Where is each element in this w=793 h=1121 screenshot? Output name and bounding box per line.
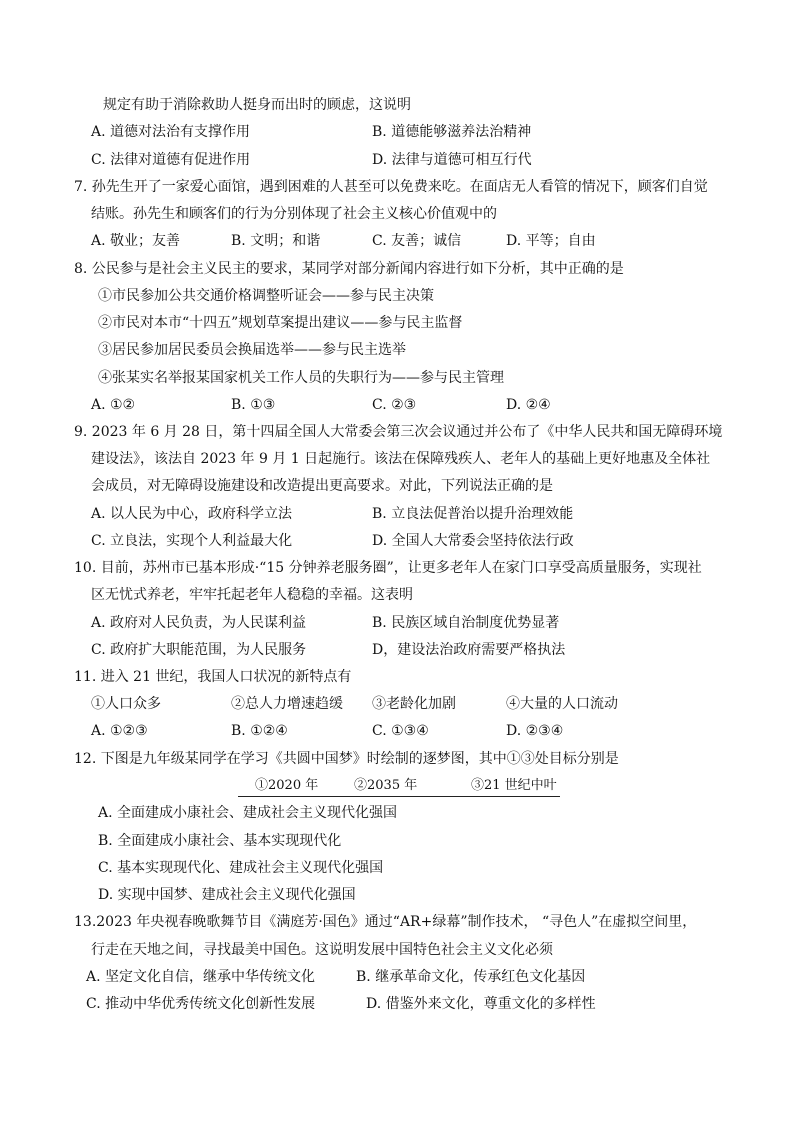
q10-stem-line2: 区无忧式养老，牢牢托起老年人稳稳的幸福。这表明: [91, 587, 413, 603]
q9-option-b: B. 立良法促普治以提升治理效能: [372, 506, 574, 522]
timeline-label-mid-century: ③21 世纪中叶: [471, 778, 557, 793]
q13-stem-line2: 行走在天地之间，寻找最美中国色。这说明发展中国特色社会主义文化必须: [91, 942, 553, 958]
q10-option-b: B. 民族区域自治制度优势显著: [372, 615, 560, 631]
q11-option-b: B. ①②④: [231, 723, 288, 739]
q11-item-2: ②总人力增速趋缓: [231, 696, 343, 712]
q9-option-c: C. 立良法，实现个人利益最大化: [91, 533, 293, 549]
q9-option-d: D. 全国人大常委会坚持依法行政: [372, 533, 574, 549]
q12-option-d: D. 实现中国梦、建成社会主义现代化强国: [98, 887, 356, 903]
q9-stem-line1: 9. 2023 年 6 月 28 日，第十四届全国人大常委会第三次会议通过并公布了《中华人民共和国无障碍环境: [74, 424, 723, 440]
q10-option-c: C. 政府扩大职能范围，为人民服务: [91, 642, 307, 658]
timeline-label-2020: ①2020 年: [255, 778, 319, 793]
q7-option-b: B. 文明；和谐: [231, 233, 321, 249]
q10-option-a: A. 政府对人民负责，为人民谋利益: [91, 615, 307, 631]
q11-item-1: ①人口众多: [91, 696, 161, 712]
q10-option-d: D，建设法治政府需要严格执法: [372, 642, 566, 658]
timeline-label-2035: ②2035 年: [354, 778, 418, 793]
q7-stem-line2: 结账。孙先生和顾客们的行为分别体现了社会主义核心价值观中的: [91, 206, 497, 222]
q7-stem-line1: 7. 孙先生开了一家爱心面馆，遇到困难的人甚至可以免费来吃。在面店无人看管的情况下，顾客们自觉: [74, 179, 708, 195]
q11-item-3: ③老龄化加剧: [372, 696, 456, 712]
q8-item-2: ②市民对本市“十四五”规划草案提出建议——参与民主监督: [98, 315, 463, 331]
q13-option-a: A. 坚定文化自信，继承中华传统文化: [86, 969, 316, 985]
q7-option-a: A. 敬业；友善: [91, 233, 181, 249]
q8-item-3: ③居民参加居民委员会换届选举——参与民主选举: [98, 342, 406, 358]
q13-option-d: D. 借鉴外来文化，尊重文化的多样性: [366, 996, 596, 1012]
q8-option-a: A. ①②: [91, 397, 136, 413]
q12-option-a: A. 全面建成小康社会、建成社会主义现代化强国: [98, 805, 398, 821]
q6-option-d: D. 法律与道德可相互行代: [372, 152, 532, 168]
q11-item-4: ④大量的人口流动: [506, 696, 618, 712]
q13-option-c: C. 推动中华优秀传统文化创新性发展: [86, 996, 316, 1012]
q13-stem-line1: 13.2023 年央视春晚歌舞节目《满庭芳·国色》通过“AR+绿幕”制作技术， “寻色人”在虚拟空间里，: [74, 914, 697, 930]
q6-option-c: C. 法律对道德有促进作用: [91, 152, 251, 168]
q8-option-d: D. ②④: [506, 397, 551, 413]
q8-option-b: B. ①③: [231, 397, 276, 413]
q8-stem: 8. 公民参与是社会主义民主的要求，某同学对部分新闻内容进行如下分析，其中正确的是: [74, 261, 624, 277]
q9-stem-line2: 建设法》，该法自 2023 年 9 月 1 日起施行。该法在保障残疾人、老年人的基础上更好地惠及全体社: [91, 451, 711, 467]
q6-stem-cont: 规定有助于消除救助人挺身而出时的顾虑，这说明: [103, 97, 411, 113]
q9-stem-line3: 会成员，对无障碍设施建设和改造提出更高要求。对此，下列说法正确的是: [91, 478, 553, 494]
q7-option-c: C. 友善；诚信: [372, 233, 462, 249]
q8-option-c: C. ②③: [372, 397, 417, 413]
q8-item-1: ①市民参加公共交通价格调整听证会——参与民主决策: [98, 288, 434, 304]
q10-stem-line1: 10. 目前，苏州市已基本形成·“15 分钟养老服务圈”，让更多老年人在家门口享受高质量服务，实现社: [74, 560, 702, 576]
q7-option-d: D. 平等；自由: [506, 233, 596, 249]
q11-option-d: D. ②③④: [506, 723, 564, 739]
q11-option-c: C. ①③④: [372, 723, 429, 739]
q6-option-b: B. 道德能够滋养法治精神: [372, 124, 532, 140]
q12-option-b: B. 全面建成小康社会、基本实现现代化: [98, 833, 342, 849]
q12-option-c: C. 基本实现现代化、建成社会主义现代化强国: [98, 860, 384, 876]
q13-option-b: B. 继承革命文化，传承红色文化基因: [356, 969, 586, 985]
q9-option-a: A. 以人民为中心，政府科学立法: [91, 506, 293, 522]
q8-item-4: ④张某实名举报某国家机关工作人员的失职行为——参与民主管理: [98, 370, 504, 386]
q12-stem: 12. 下图是九年级某同学在学习《共圆中国梦》时绘制的逐梦图，其中①③处目标分别是: [74, 751, 619, 767]
q11-stem: 11. 进入 21 世纪，我国人口状况的新特点有: [74, 669, 352, 685]
dream-timeline: [238, 778, 560, 797]
q11-option-a: A. ①②③: [91, 723, 148, 739]
q6-option-a: A. 道德对法治有支撑作用: [91, 124, 251, 140]
